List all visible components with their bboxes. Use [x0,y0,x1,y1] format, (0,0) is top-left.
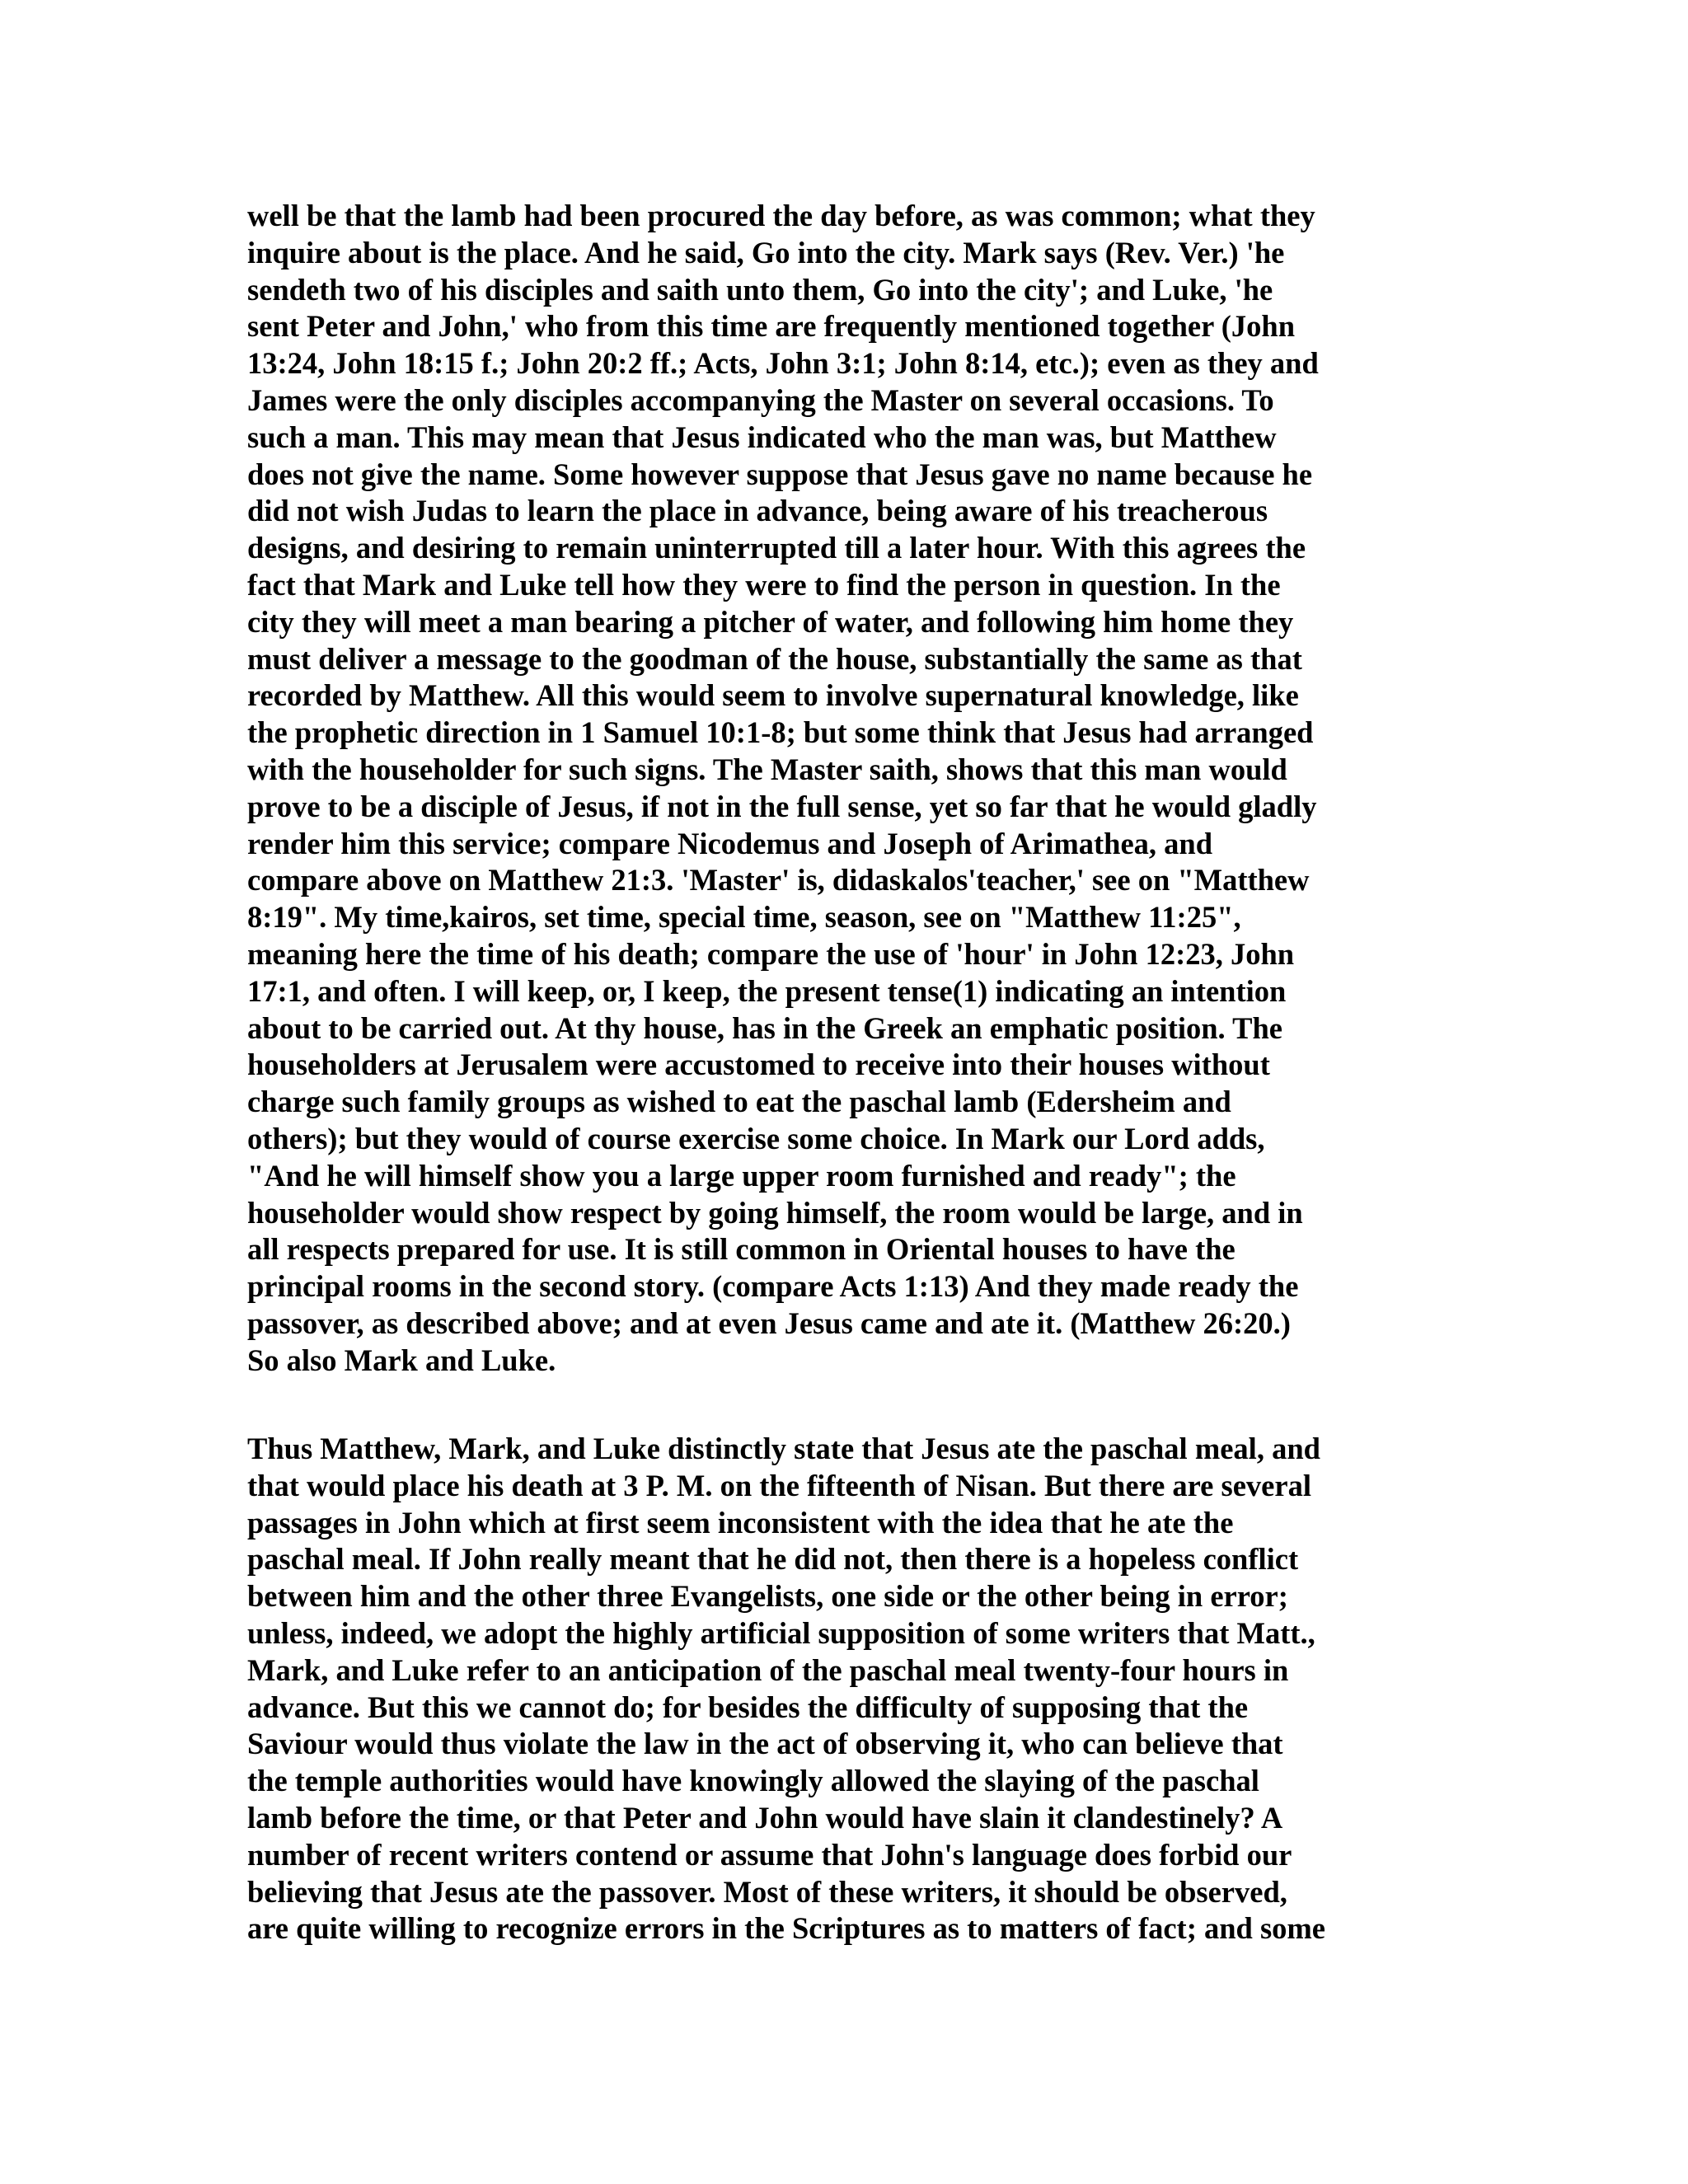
text-line: about to be carried out. At thy house, has in the Greek an emphatic position. The [247,1010,1282,1045]
text-line: lamb before the time, or that Peter and John would have slain it clandestinely? A [247,1800,1283,1835]
paragraph-1 [247,198,1451,1380]
text-line: sent Peter and John,' who from this time are frequently mentioned together (John [247,309,1296,344]
text-line: prove to be a disciple of Jesus, if not in the full sense, yet so far that he would gladly [247,789,1317,823]
text-line: believing that Jesus ate the passover. Most of these writers, it should be observed, [247,1874,1287,1909]
text-line: city they will meet a man bearing a pitcher of water, and following him home they [247,604,1294,639]
text-line: Mark, and Luke refer to an anticipation of the paschal meal twenty-four hours in [247,1652,1289,1687]
text-line: passover, as described above; and at even Jesus came and ate it. (Matthew 26:20.) [247,1305,1291,1340]
text-line: recorded by Matthew. All this would seem to involve supernatural knowledge, like [247,678,1299,713]
text-line: inquire about is the place. And he said, Go into the city. Mark says (Rev. Ver.) 'he [247,235,1285,269]
text-line: must deliver a message to the goodman of the house, substantially the same as that [247,641,1302,676]
text-line: paschal meal. If John really meant that he did not, then there is a hopeless conflict [247,1542,1299,1577]
text-line: advance. But this we cannot do; for besides the difficulty of supposing that the [247,1690,1249,1724]
text-line: the temple authorities would have knowingly allowed the slaying of the paschal [247,1764,1259,1798]
text-line: designs, and desiring to remain uninterrupted till a later hour. With this agrees the [247,531,1306,565]
text-line: sendeth two of his disciples and saith unto them, Go into the city'; and Luke, 'he [247,272,1273,307]
text-line: Saviour would thus violate the law in the act of observing it, who can believe that [247,1727,1283,1761]
text-line: that would place his death at 3 P. M. on the fifteenth of Nisan. But there are several [247,1468,1311,1502]
text-line: 17:1, and often. I will keep, or, I keep, the present tense(1) indicating an intention [247,973,1287,1008]
text-line: householders at Jerusalem were accustomed to receive into their houses without [247,1047,1270,1082]
text-line: 13:24, John 18:15 f.; John 20:2 ff.; Acts, John 3:1; John 8:14, etc.); even as they and [247,346,1319,381]
text-line: unless, indeed, we adopt the highly artificial supposition of some writers that Matt., [247,1615,1315,1650]
text-line: compare above on Matthew 21:3. 'Master' is, didaskalos'teacher,' see on "Matthew [247,863,1310,898]
text-line: James were the only disciples accompanying the Master on several occasions. To [247,382,1274,417]
text-line: render him this service; compare Nicodemus and Joseph of Arimathea, and [247,826,1213,860]
text-line: between him and the other three Evangelists, one side or the other being in error; [247,1579,1288,1614]
text-line: Thus Matthew, Mark, and Luke distinctly state that Jesus ate the paschal meal, and [247,1432,1320,1465]
text-line: are quite willing to recognize errors in the Scriptures as to matters of fact; and some [247,1911,1326,1946]
text-line: meaning here the time of his death; compare the use of 'hour' in John 12:23, John [247,936,1295,971]
text-line: "And he will himself show you a large upper room furnished and ready"; the [247,1158,1236,1193]
text-line: passages in John which at first seem inconsistent with the idea that he ate the [247,1505,1234,1540]
text-line: So also Mark and Luke. [247,1343,556,1377]
text-line: 8:19". My time,kairos, set time, special time, season, see on "Matthew 11:25", [247,900,1241,935]
text-line: well be that the lamb had been procured the day before, as was common; what they [247,199,1315,232]
paragraph-2 [247,1431,1451,1947]
text-line: such a man. This may mean that Jesus indicated who the man was, but Matthew [247,419,1277,454]
text-line: all respects prepared for use. It is still common in Oriental houses to have the [247,1232,1236,1267]
text-line: charge such family groups as wished to eat the paschal lamb (Edersheim and [247,1085,1231,1119]
text-line: the prophetic direction in 1 Samuel 10:1-8; but some think that Jesus had arranged [247,715,1314,750]
text-line: number of recent writers contend or assume that John's language does forbid our [247,1837,1292,1872]
text-line: did not wish Judas to learn the place in advance, being aware of his treacherous [247,494,1268,528]
text-line: with the householder for such signs. The Master saith, shows that this man would [247,752,1287,786]
text-line: does not give the name. Some however suppose that Jesus gave no name because he [247,457,1313,491]
text-line: fact that Mark and Luke tell how they were to find the person in question. In the [247,567,1281,602]
text-line: principal rooms in the second story. (compare Acts 1:13) And they made ready the [247,1269,1299,1304]
text-line: others); but they would of course exercise some choice. In Mark our Lord adds, [247,1121,1265,1155]
text-line: householder would show respect by going himself, the room would be large, and in [247,1195,1303,1230]
